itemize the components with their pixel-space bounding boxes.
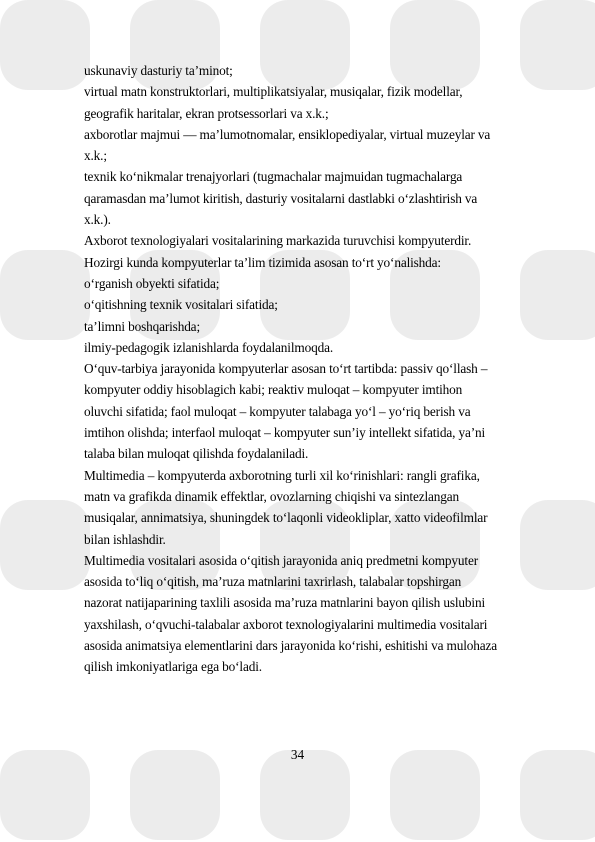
text-line: bilan ishlashdir. [84, 531, 166, 547]
text-line: matn va grafikda dinamik effektlar, ovozlarning chiqishi va sintezlangan [84, 488, 460, 504]
text-line: musiqalar, annimatsiya, shuningdek to‘laqonli videokliplar, xatto videofilmlar [84, 510, 488, 526]
text-line: virtual matn konstruktorlari, multiplikatsiyalar, musiqalar, fizik modellar, [84, 84, 463, 100]
text-line: axborotlar majmui — ma’lumotnomalar, ensiklopediyalar, virtual muzeylar va [84, 126, 491, 142]
text-line: O‘quv-tarbiya jarayonida kompyuterlar asosan to‘rt tartibda: passiv qo‘llash – [84, 361, 488, 377]
text-line: o‘qitishning texnik vositalari sifatida; [84, 297, 278, 313]
text-line: texnik ko‘nikmalar trenajyorlari (tugmachalar majmuidan tugmachalarga [84, 169, 463, 185]
text-line: x.k.). [84, 212, 111, 228]
text-line: asosida animatsiya elementlarini dars jarayonida ko‘rishi, eshitishi va mulohaza [84, 638, 498, 654]
text-line: uskunaviy dasturiy ta’minot; [84, 63, 233, 78]
text-line: x.k.; [84, 148, 107, 164]
page-number: 34 [290, 747, 305, 762]
text-line: qilish imkoniyatlariga ega bo‘ladi. [84, 659, 262, 675]
text-line: ta’limni boshqarishda; [84, 318, 200, 334]
text-line: talaba bilan muloqat qilishda foydalaniladi. [84, 446, 309, 462]
body-text [84, 60, 534, 678]
text-line: o‘rganish obyekti sifatida; [84, 275, 220, 291]
text-line: nazorat natijaparining taxlili asosida ma’ruza matnlarini bayon qilish uslubini [84, 595, 485, 611]
text-line: qaramasdan ma’lumot kiritish, dasturiy vositalarni dastlabki o‘zlashtirish va [84, 190, 478, 206]
text-line: Multimedia vositalari asosida o‘qitish jarayonida aniq predmetni kompyuter [84, 552, 478, 568]
text-line: ilmiy-pedagogik izlanishlarda foydalanilmoqda. [84, 339, 333, 355]
text-line: asosida to‘liq o‘qitish, ma’ruza matnlarini taxrirlash, talabalar topshirgan [84, 574, 462, 590]
text-line: Hozirgi kunda kompyuterlar ta’lim tizimida asosan to‘rt yo‘nalishda: [84, 254, 441, 270]
text-line: imtihon olishda; interfaol muloqat – kompyuter sun’iy intellekt sifatida, ya’ni [84, 425, 486, 441]
text-line: geografik haritalar, ekran protsessorlari va x.k.; [84, 105, 329, 121]
text-line: Multimedia – kompyuterda axborotning turli xil ko‘rinishlari: rangli grafika, [84, 467, 480, 483]
text-line: yaxshilash, o‘qvuchi-talabalar axborot texnologiyalarini multimedia vositalari [84, 616, 488, 632]
text-line: Axborot texnologiyalari vositalarining markazida turuvchisi kompyuterdir. [84, 233, 472, 249]
text-line: kompyuter oddiy hisoblagich kabi; reaktiv muloqat – kompyuter imtihon [84, 382, 463, 398]
text-line: oluvchi sifatida; faol muloqat – kompyuter talabaga yo‘l – yo‘riq berish va [84, 403, 471, 419]
